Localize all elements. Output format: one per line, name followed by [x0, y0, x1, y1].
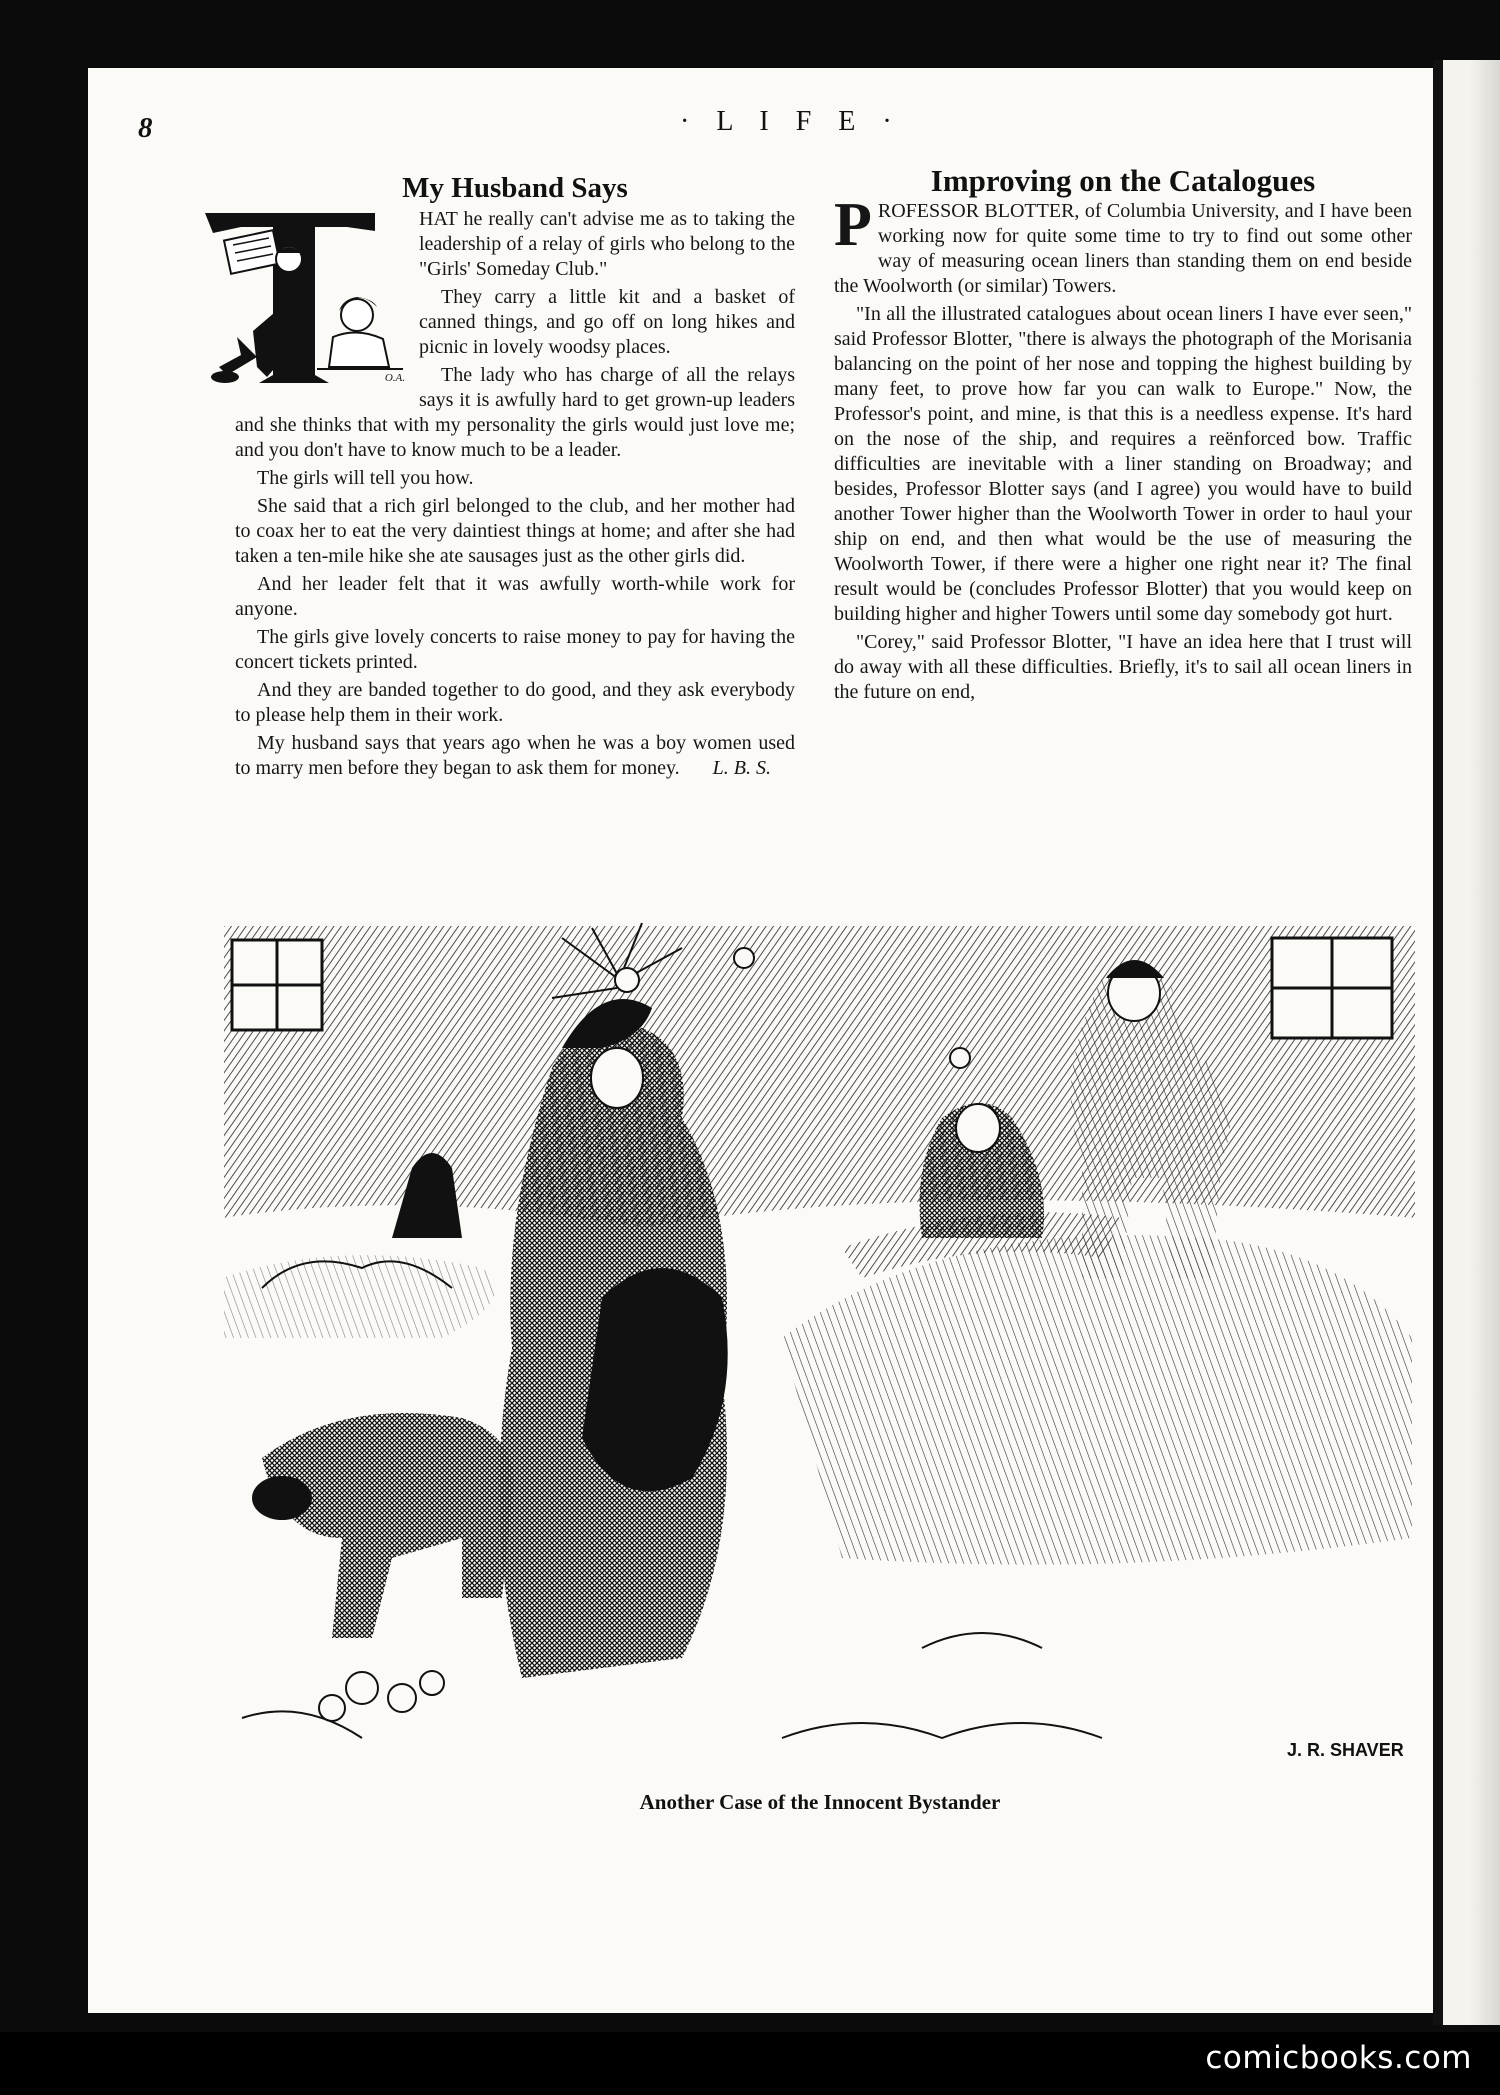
illustrator-monogram: O.A.	[384, 372, 405, 384]
article-my-husband-says	[235, 172, 795, 784]
paragraph: They carry a little kit and a basket of canned things, and go off on long hikes and picnic in lovely woodsy places.	[419, 286, 795, 358]
article-title: Improving on the Catalogues	[930, 163, 1316, 198]
page-number: 8	[138, 112, 153, 144]
masthead: · L I F E ·	[680, 106, 902, 137]
paragraph: "In all the illustrated catalogues about ocean liners I have ever seen," said Professor Blotter, "there is always the photograph of the Morisania balancing on the point of her nose and topping the highest building by many feet, to prove how far you can walk to Europe." Now, the Professor's point, and mine, is that this is a needless expense. It's hard on the nose of the ship, and requires a reënforced bow. Traffic difficulties are inevitable with a liner standing on Broadway; and besides, Professor Blotter says (and I agree) you would have to build another Tower higher than the Woolworth Tower in order to haul your ship on end, and then what would be the use of measuring the Woolworth Tower, if there were a higher one right near it? The final result would be (concludes Professor Blotter) that you would keep on building higher and higher Towers until some day somebody got hurt.	[834, 303, 1412, 625]
paragraph: The girls give lovely concerts to raise money to pay for having the concert tickets printed.	[235, 626, 795, 673]
paragraph: The lady who has charge of all the relays says it is awfully hard to get grown-up leaders and she thinks that with my personality the girls would just love me; and you don't have to know much to be a leader.	[235, 364, 795, 461]
article-improving-on-the-catalogues	[834, 163, 1412, 708]
paragraph: The girls will tell you how.	[257, 467, 474, 489]
paragraph: And her leader felt that it was awfully worth-while work for anyone.	[235, 573, 795, 620]
paragraph: And they are banded together to do good, and they ask everybody to please help them in their work.	[235, 679, 795, 726]
paragraph	[235, 731, 795, 781]
page-gutter-shadow	[1433, 60, 1443, 2025]
decorated-initial-t	[197, 207, 407, 397]
illustration-caption: Another Case of the Innocent Bystander	[639, 1790, 1001, 1814]
article-title: My Husband Says	[402, 172, 628, 204]
paragraph: "Corey," said Professor Blotter, "I have an idea here that I trust will do away with all these difficulties. Briefly, it's to sail all ocean liners in the future on end,	[834, 631, 1412, 703]
pen-and-ink-cartoon	[222, 918, 1417, 1793]
author-signature: L. B. S.	[712, 757, 771, 779]
snowball-fight-illustration	[222, 918, 1417, 1793]
adjacent-page-edge	[1433, 60, 1500, 2025]
paragraph-text: My husband says that years ago when he was a boy women used to marry men before they began to ask them for money.	[235, 732, 795, 779]
site-watermark: comicbooks.com	[1205, 2040, 1472, 2076]
couple-reading-initial-illustration	[197, 207, 407, 397]
paragraph: HAT he really can't advise me as to taking the leadership of a relay of girls who belong to the "Girls' Someday Club."	[419, 208, 795, 280]
drop-cap-letter-p: P	[834, 191, 872, 259]
artist-signature: J. R. SHAVER	[1287, 1740, 1404, 1760]
paragraph	[834, 191, 1412, 299]
paragraph-text: ROFESSOR BLOTTER, of Columbia University, and I have been working now for quite some time to try to find out some other way of measuring ocean liners than standing them on end beside the Woolworth (or similar) Towers.	[834, 200, 1412, 297]
paragraph: She said that a rich girl belonged to the club, and her mother had to coax her to eat the very daintiest things at home; and after she had taken a ten-mile hike she ate sausages just as the other girls did.	[235, 495, 795, 567]
